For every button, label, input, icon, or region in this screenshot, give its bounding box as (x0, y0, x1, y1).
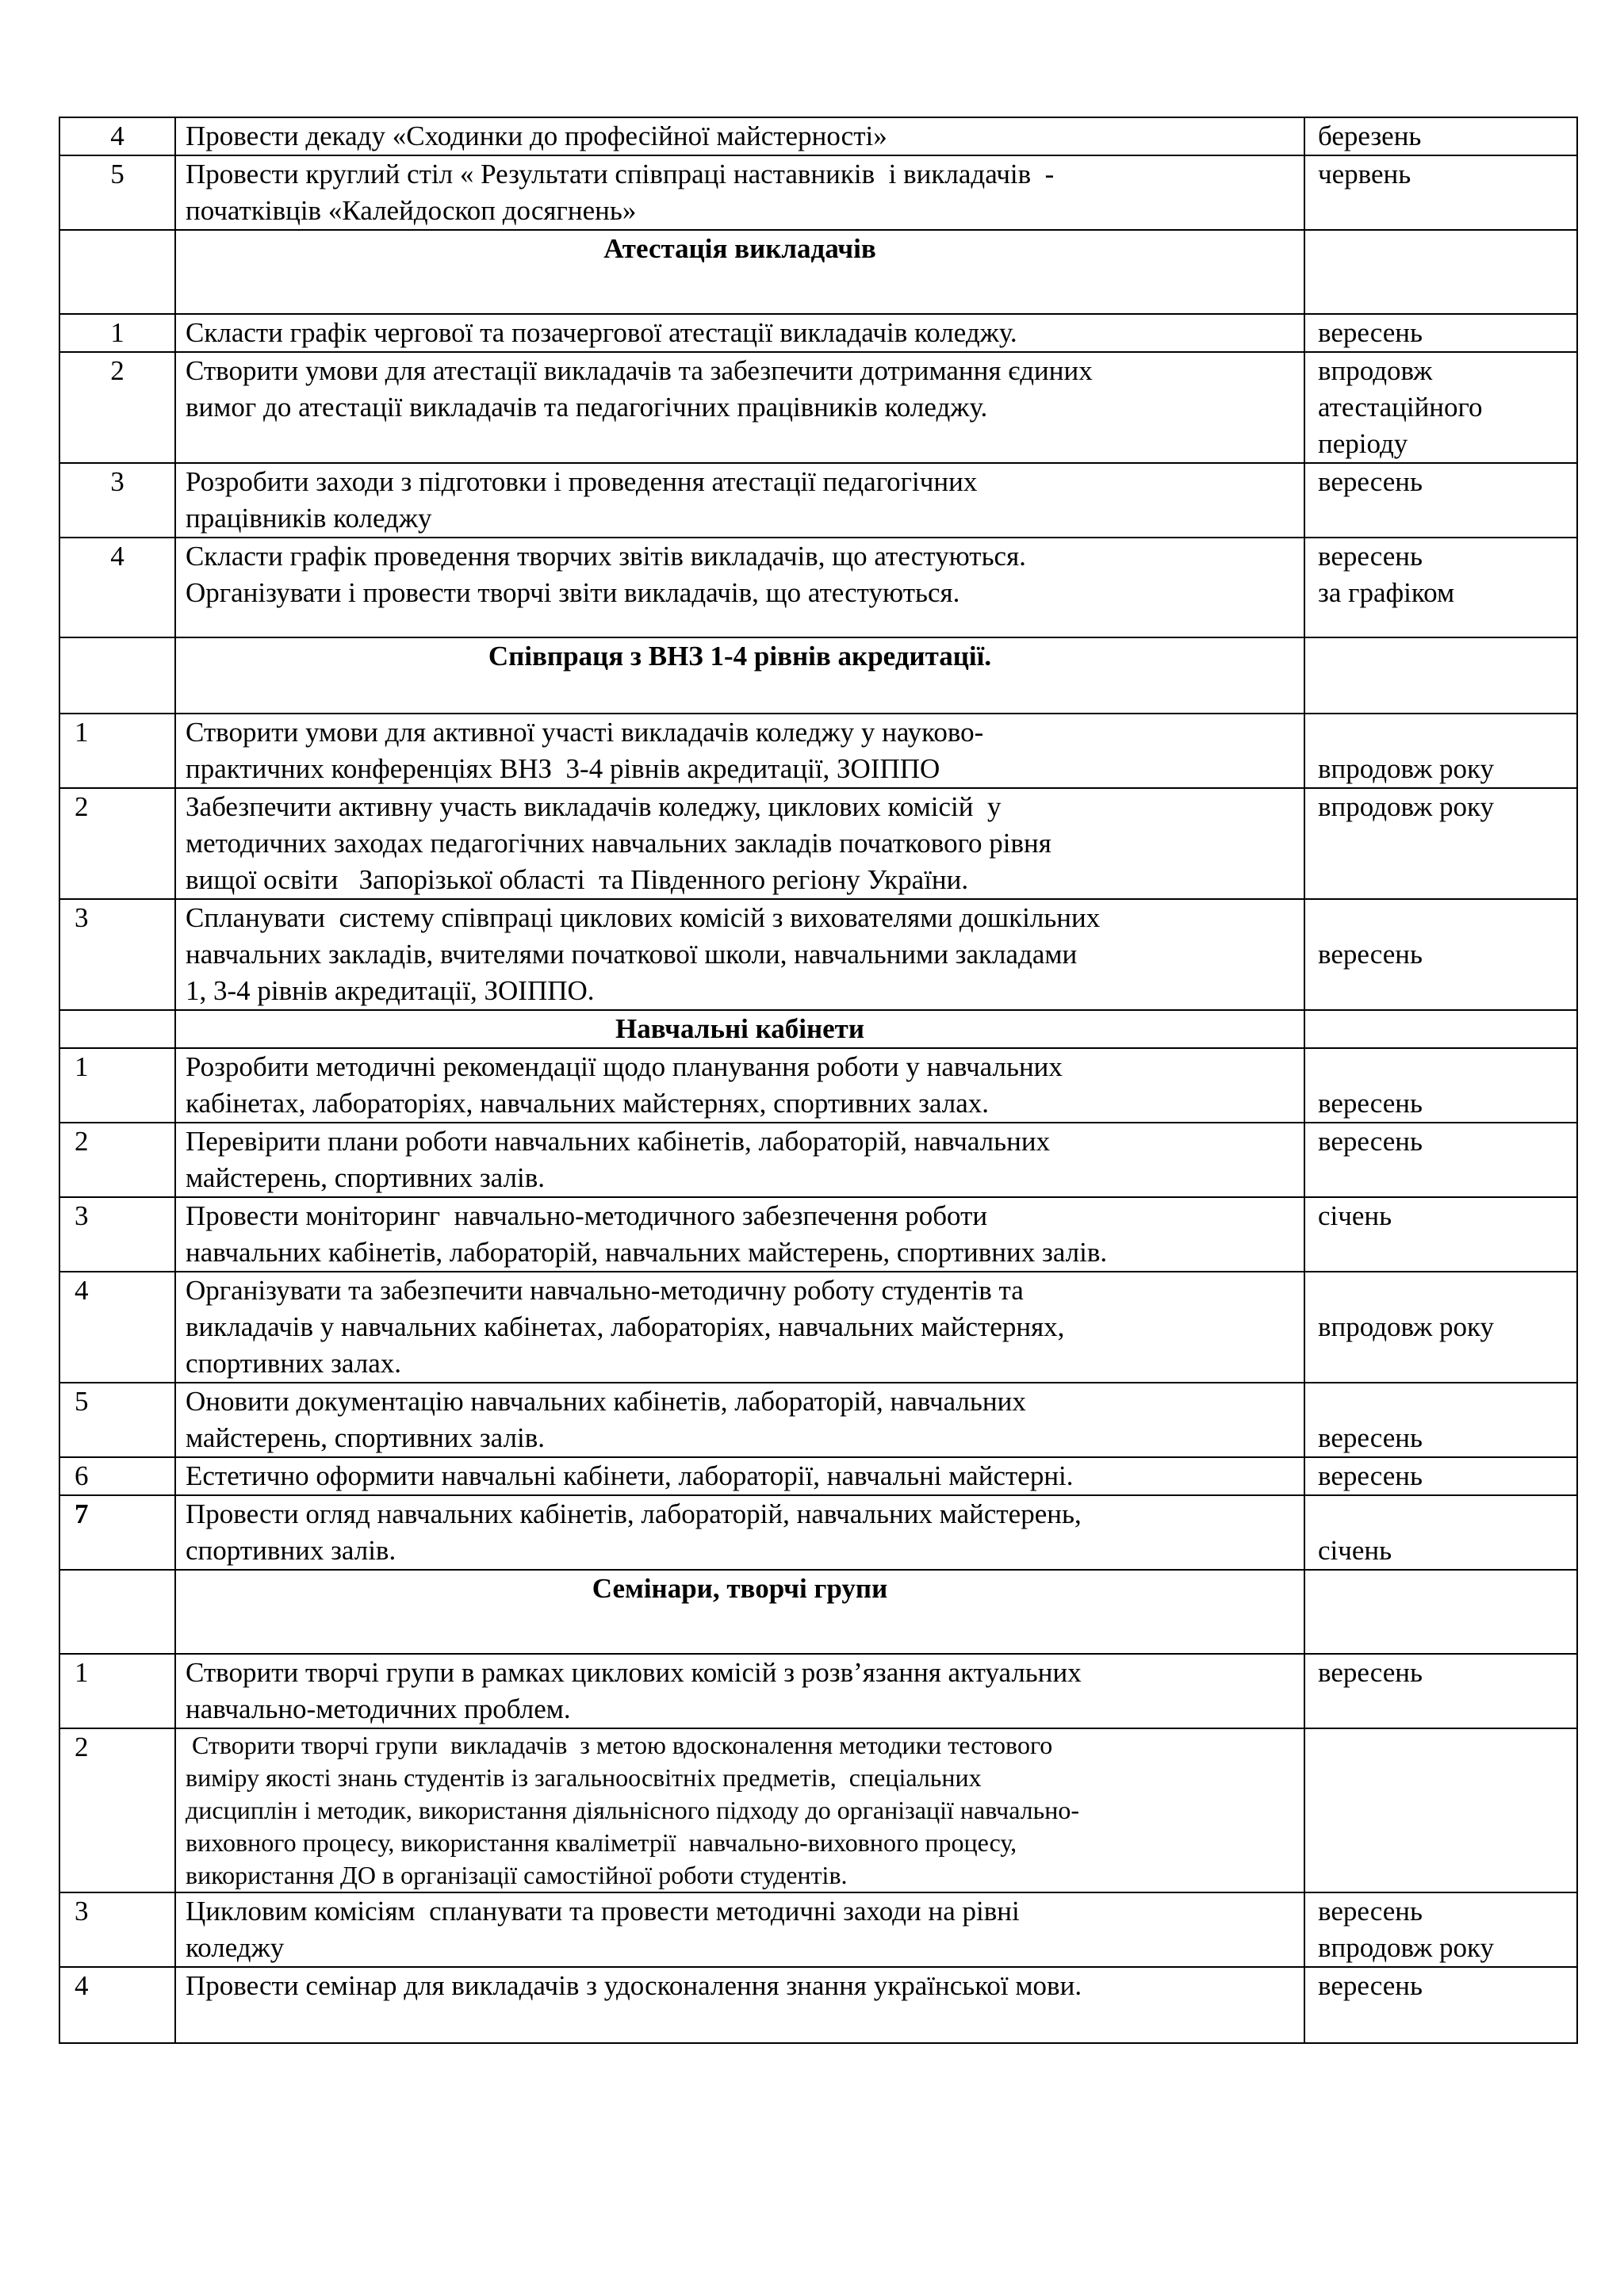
row-number: 1 (59, 1048, 175, 1123)
row-number: 2 (59, 1123, 175, 1197)
activity-cell (175, 538, 1304, 637)
table-row (59, 714, 1577, 788)
section-number-cell (59, 1570, 175, 1654)
deadline-text: вересень (1318, 1970, 1423, 2001)
section-header-row (59, 637, 1577, 714)
section-title: Атестація викладачів (175, 230, 1304, 314)
deadline-text: березень (1318, 121, 1422, 151)
activity-text-line: Скласти графік проведення творчих звітів викладачів, що атестуються. (186, 541, 1026, 572)
table-row (59, 1654, 1577, 1728)
row-number: 7 (59, 1495, 175, 1570)
table-row (59, 538, 1577, 637)
activity-text-line: Розробити методичні рекомендації щодо планування роботи у навчальних (186, 1051, 1063, 1082)
activity-text-line: виміру якості знань студентів із загальноосвітніх предметів, спеціальних (186, 1763, 982, 1792)
row-number: 4 (59, 117, 175, 155)
deadline-text: січень (1318, 1200, 1392, 1231)
row-number: 4 (59, 1272, 175, 1383)
deadline-text: вересень (1318, 1460, 1423, 1491)
activity-text-line: Перевірити плани роботи навчальних кабінетів, лабораторій, навчальних (186, 1126, 1051, 1157)
activity-text-line: навчальних закладів, вчителями початкової школи, навчальними закладами (186, 939, 1078, 970)
activity-text-line: Скласти графік чергової та позачергової атестації викладачів коледжу. (186, 317, 1017, 348)
activity-text-line: початківців «Калейдоскоп досягнень» (186, 195, 637, 226)
row-number: 4 (59, 538, 175, 637)
deadline-text: впродовж (1318, 355, 1433, 386)
activity-text-line: вимог до атестації викладачів та педагогічних працівників коледжу. (186, 392, 988, 423)
activity-text-line: коледжу (186, 1932, 285, 1963)
activity-text-line: Провести моніторинг навчально-методичного забезпечення роботи (186, 1200, 988, 1231)
activity-text-line: Створити умови для активної участі викладачів коледжу у науково- (186, 717, 984, 748)
deadline-text: вересень (1318, 1422, 1423, 1453)
deadline-cell (1304, 1048, 1577, 1123)
deadline-text: вересень (1318, 466, 1423, 497)
activity-text-line: Створити творчі групи в рамках циклових комісій з розв’язання актуальних (186, 1657, 1082, 1688)
activity-text-line: Естетично оформити навчальні кабінети, лабораторії, навчальні майстерні. (186, 1460, 1074, 1491)
deadline-cell (1304, 314, 1577, 352)
activity-cell (175, 1197, 1304, 1272)
deadline-cell (1304, 1967, 1577, 2043)
activity-text-line: дисциплін і методик, використання діяльнісного підходу до організації навчально- (186, 1796, 1080, 1824)
row-number: 2 (59, 788, 175, 899)
activity-text-line: спортивних залів. (186, 1535, 396, 1566)
deadline-text: періоду (1318, 428, 1408, 459)
table-row (59, 1383, 1577, 1457)
deadline-cell (1304, 1272, 1577, 1383)
activity-cell (175, 788, 1304, 899)
deadline-text: вересень (1318, 317, 1423, 348)
activity-text-line: Провести огляд навчальних кабінетів, лабораторій, навчальних майстерень, (186, 1498, 1082, 1529)
activity-cell (175, 463, 1304, 538)
deadline-cell (1304, 1654, 1577, 1728)
table-row (59, 788, 1577, 899)
activity-cell (175, 1495, 1304, 1570)
table-row (59, 1892, 1577, 1967)
section-date-cell (1304, 1010, 1577, 1048)
table-row (59, 463, 1577, 538)
deadline-text: вересень (1318, 1088, 1423, 1119)
deadline-text: вересень (1318, 1126, 1423, 1157)
activity-cell (175, 1654, 1304, 1728)
row-number: 5 (59, 1383, 175, 1457)
row-number: 1 (59, 314, 175, 352)
section-header-row (59, 1570, 1577, 1654)
activity-text-line: Оновити документацію навчальних кабінетів, лабораторій, навчальних (186, 1386, 1026, 1417)
activity-text-line: вищої освіти Запорізької області та Південного регіону України. (186, 864, 969, 895)
activity-cell (175, 117, 1304, 155)
activity-cell (175, 1967, 1304, 2043)
row-number: 1 (59, 1654, 175, 1728)
activity-text-line: практичних конференціях ВНЗ 3-4 рівнів акредитації, ЗОІППО (186, 753, 940, 784)
deadline-cell (1304, 117, 1577, 155)
deadline-text: вересень (1318, 939, 1423, 970)
deadline-cell (1304, 788, 1577, 899)
activity-text-line: Організувати і провести творчі звіти викладачів, що атестуються. (186, 577, 960, 608)
activity-cell (175, 1383, 1304, 1457)
activity-text-line: Створити умови для атестації викладачів та забезпечити дотримання єдиних (186, 355, 1093, 386)
activity-text-line: Створити творчі групи викладачів з метою вдосконалення методики тестового (186, 1731, 1053, 1759)
row-number: 2 (59, 1728, 175, 1892)
activity-text-line: Провести круглий стіл « Результати співпраці наставників і викладачів - (186, 159, 1055, 189)
section-number-cell (59, 230, 175, 314)
activity-text-line: викладачів у навчальних кабінетах, лабораторіях, навчальних майстернях, (186, 1311, 1065, 1342)
deadline-cell (1304, 1457, 1577, 1495)
row-number: 3 (59, 899, 175, 1010)
activity-cell (175, 1272, 1304, 1383)
activity-text-line: навчально-методичних проблем. (186, 1693, 571, 1724)
deadline-text: атестаційного (1318, 392, 1483, 423)
table-row (59, 1495, 1577, 1570)
deadline-cell (1304, 1197, 1577, 1272)
deadline-cell (1304, 1892, 1577, 1967)
deadline-text: червень (1318, 159, 1411, 189)
activity-text-line: працівників коледжу (186, 503, 432, 534)
section-header-row (59, 230, 1577, 314)
deadline-text: за графіком (1318, 577, 1455, 608)
section-date-cell (1304, 637, 1577, 714)
activity-text-line: Розробити заходи з підготовки і проведення атестації педагогічних (186, 466, 978, 497)
activity-cell (175, 1728, 1304, 1892)
deadline-text: впродовж року (1318, 1932, 1495, 1963)
table-row (59, 1457, 1577, 1495)
deadline-text: впродовж року (1318, 791, 1495, 822)
deadline-cell (1304, 155, 1577, 230)
plan-table (59, 117, 1578, 2044)
activity-text-line: кабінетах, лабораторіях, навчальних майстернях, спортивних залах. (186, 1088, 990, 1119)
activity-cell (175, 714, 1304, 788)
deadline-text: впродовж року (1318, 1311, 1495, 1342)
table-row (59, 899, 1577, 1010)
activity-text-line: Провести декаду «Сходинки до професійної майстерності» (186, 121, 887, 151)
deadline-cell (1304, 463, 1577, 538)
table-row (59, 1123, 1577, 1197)
plan-table-body (59, 117, 1577, 2043)
row-number: 3 (59, 463, 175, 538)
table-row (59, 1728, 1577, 1892)
activity-cell (175, 1892, 1304, 1967)
deadline-text: вересень (1318, 541, 1423, 572)
activity-text-line: Організувати та забезпечити навчально-методичну роботу студентів та (186, 1275, 1024, 1306)
activity-text-line: Цикловим комісіям спланувати та провести методичні заходи на рівні (186, 1896, 1020, 1927)
activity-text-line: спортивних залах. (186, 1348, 401, 1379)
section-date-cell (1304, 1570, 1577, 1654)
table-row (59, 352, 1577, 463)
deadline-cell (1304, 352, 1577, 463)
activity-text-line: Забезпечити активну участь викладачів коледжу, циклових комісій у (186, 791, 1002, 822)
activity-cell (175, 352, 1304, 463)
section-title: Навчальні кабінети (175, 1010, 1304, 1048)
table-row (59, 155, 1577, 230)
row-number: 3 (59, 1197, 175, 1272)
row-number: 1 (59, 714, 175, 788)
activity-text-line: 1, 3-4 рівнів акредитації, ЗОІППО. (186, 975, 595, 1006)
deadline-text: вересень (1318, 1657, 1423, 1688)
section-date-cell (1304, 230, 1577, 314)
section-number-cell (59, 637, 175, 714)
row-number: 4 (59, 1967, 175, 2043)
activity-cell (175, 1048, 1304, 1123)
activity-cell (175, 1123, 1304, 1197)
activity-cell (175, 155, 1304, 230)
activity-text-line: Провести семінар для викладачів з удосконалення знання української мови. (186, 1970, 1082, 2001)
deadline-cell (1304, 899, 1577, 1010)
deadline-cell (1304, 1123, 1577, 1197)
deadline-text: вересень (1318, 1896, 1423, 1927)
deadline-cell (1304, 1728, 1577, 1892)
deadline-cell (1304, 1383, 1577, 1457)
activity-cell (175, 899, 1304, 1010)
row-number: 3 (59, 1892, 175, 1967)
activity-text-line: майстерень, спортивних залів. (186, 1422, 545, 1453)
table-row (59, 1048, 1577, 1123)
deadline-cell (1304, 1495, 1577, 1570)
deadline-cell (1304, 538, 1577, 637)
table-row (59, 1967, 1577, 2043)
activity-text-line: навчальних кабінетів, лабораторій, навчальних майстерень, спортивних залів. (186, 1237, 1108, 1268)
activity-cell (175, 1457, 1304, 1495)
table-row (59, 314, 1577, 352)
section-header-row (59, 1010, 1577, 1048)
activity-text-line: майстерень, спортивних залів. (186, 1162, 545, 1193)
document-page (59, 117, 1576, 2044)
row-number: 2 (59, 352, 175, 463)
table-row (59, 1272, 1577, 1383)
activity-text-line: використання ДО в організації самостійної роботи студентів. (186, 1861, 848, 1889)
activity-cell (175, 314, 1304, 352)
row-number: 6 (59, 1457, 175, 1495)
table-row (59, 1197, 1577, 1272)
deadline-text: впродовж року (1318, 753, 1495, 784)
section-number-cell (59, 1010, 175, 1048)
section-title: Семінари, творчі групи (175, 1570, 1304, 1654)
activity-text-line: Спланувати систему співпраці циклових комісій з вихователями дошкільних (186, 902, 1101, 933)
activity-text-line: виховного процесу, використання кваліметрії навчально-виховного процесу, (186, 1828, 1017, 1857)
deadline-cell (1304, 714, 1577, 788)
table-row (59, 117, 1577, 155)
deadline-text: січень (1318, 1535, 1392, 1566)
activity-text-line: методичних заходах педагогічних навчальних закладів початкового рівня (186, 828, 1051, 859)
section-title: Співпраця з ВНЗ 1-4 рівнів акредитації. (175, 637, 1304, 714)
row-number: 5 (59, 155, 175, 230)
